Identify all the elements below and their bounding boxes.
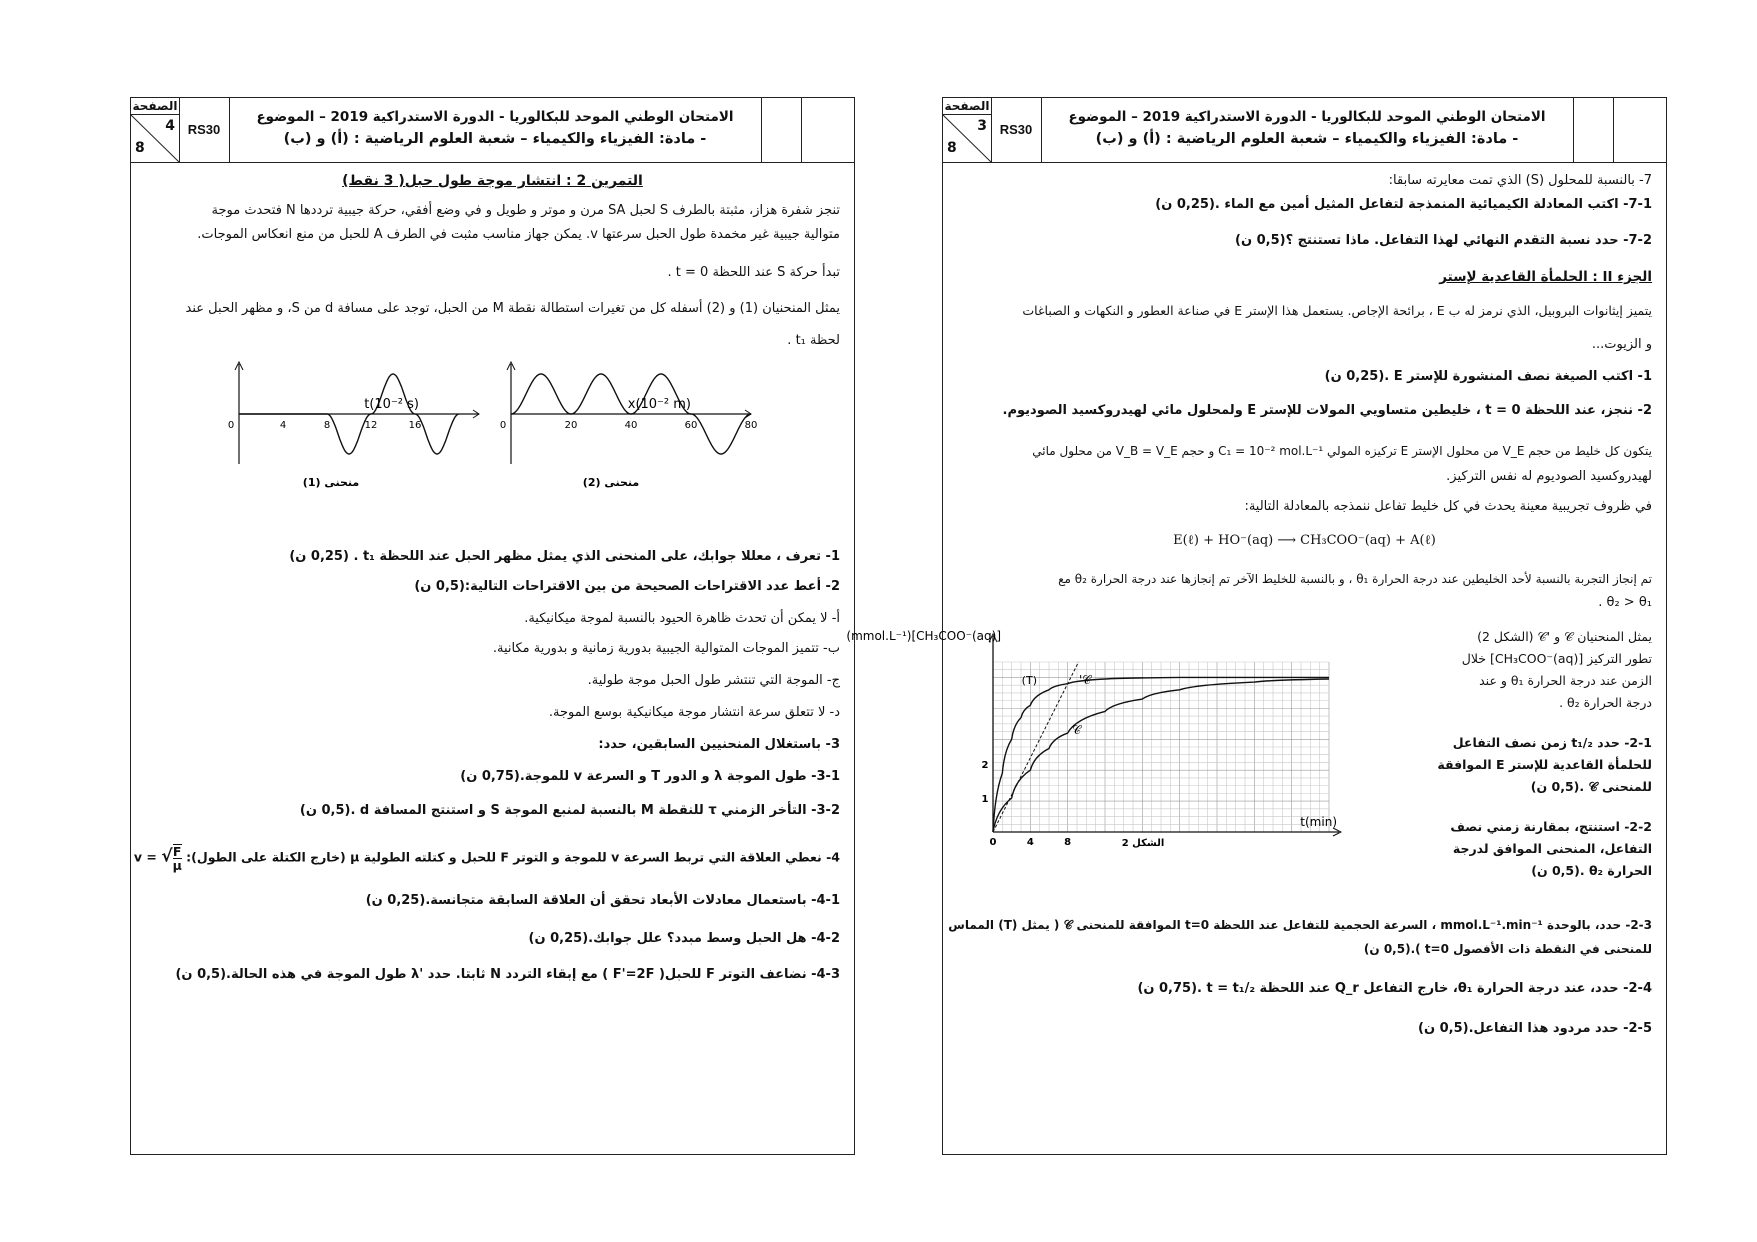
page-number-box (131, 98, 180, 162)
question-2-1-line (1472, 776, 1652, 798)
page-header (131, 98, 854, 163)
question-1-text: 1- تعرف ، معللا جوابك، على المنحنى الذي يمثل مظهر الحبل عند اللحظة t₁ . (353, 549, 840, 564)
velocity-formula: v = √ $\frac{F}{\mu}$ (133, 844, 182, 873)
curves-text-2: لحظة t₁ . (787, 333, 840, 348)
formula-numerator: F (172, 844, 182, 859)
proposition-d: د- لا تتعلق سرعة انتشار موجة ميكانيكية بوسع الموجة. (548, 705, 840, 720)
exam-title (1041, 98, 1574, 162)
question-4-1-mark: (0,25 ن) (365, 893, 426, 908)
page-header (943, 98, 1666, 163)
part-2-intro-1: يتميز إيثانوات البروبيل، الذي نرمز له ب E ، برائحة الإجاص. يستعمل هذا الإستر E في صناعة العطور و النكهات و الصباغات (1022, 303, 1652, 318)
figure-description (1437, 626, 1652, 882)
tick-label: 16 (408, 420, 422, 431)
proposition-a: أ- لا يمكن أن تحدث ظاهرة الحيود بالنسبة لموجة ميكانيكية. (524, 611, 840, 626)
question-1-mark: (0,25 ن) (1324, 369, 1385, 384)
tick-label: 4 (279, 420, 287, 431)
tick-label: 0 (227, 420, 235, 431)
question-2-1-line: للحلمأة القاعدية للإستر E الموافقة (1437, 757, 1652, 772)
tick-label: 8 (323, 420, 331, 431)
tick-label: 80 (744, 420, 758, 431)
current-page-number: 4 (165, 118, 175, 134)
reaction-equation: E(ℓ) + HO⁻(aq) ⟶ CH₃COO⁻(aq) + A(ℓ) (1173, 533, 1436, 548)
exercise-title: التمرين 2 : انتشار موجة طول حبل( 3 نقط) (342, 173, 643, 189)
curve-2-graph (500, 362, 758, 489)
curves-text-1: يمثل المنحنيان (1) و (2) أسفله كل من تغيرات استطالة نقطة M من الحبل، توجد على مسافة d من S، و مظهر الحبل عند (185, 301, 840, 316)
experiment-text-1: تم إنجاز التجربة بالنسبة لأحد الخليطين عند درجة الحرارة θ₁ ، و بالنسبة للخليط الآخر تم إنجازها عند درجة الحرارة θ₂ مع (1058, 572, 1652, 586)
x-axis-label: t(min) (1300, 815, 1337, 829)
figure-desc-line: تطور التركيز [CH₃COO⁻(aq)] خلال (1461, 651, 1652, 666)
x-tick-label: 8 (1064, 837, 1072, 848)
question-4-3-mark: (0,5 ن) (175, 967, 227, 982)
exam-title-line2: - مادة: الفيزياء والكيمياء – شعبة العلوم الرياضية : (أ) و (ب) (283, 131, 707, 147)
question-2-2-mark: (0,5 ن) (1531, 863, 1580, 878)
exam-title (229, 98, 762, 162)
axis-label: t(10⁻² s) (364, 397, 419, 412)
curve-c-label: 𝒞 (1072, 723, 1081, 737)
proposition-c: ج- الموجة التي تنتشر طول الحبل موجة طولية. (587, 673, 840, 688)
question-7-1-text: 7-1- اكتب المعادلة الكيميائية المنمذجة لتفاعل المثيل أمين مع الماء . (1214, 197, 1652, 212)
exam-page-4 (130, 97, 855, 1155)
formula-v: v = (133, 849, 157, 865)
question-2-1-line: 2-1- حدد t₁/₂ زمن نصف التفاعل (1452, 735, 1652, 750)
question-2-1-end: للمنحنى 𝒞 . (1579, 779, 1652, 794)
question-2-3-mark: (0,5 ن) (1363, 942, 1411, 956)
exam-code: RS30 (991, 98, 1042, 162)
graph-caption: منحنى (1) (302, 476, 360, 489)
question-2-4-mark: (0,75 ن) (1137, 981, 1198, 996)
question-2-1-mark: (0,5 ن) (1530, 779, 1580, 794)
total-pages: 8 (135, 140, 145, 156)
page-label: الصفحة (944, 99, 990, 113)
proposition-b: ب- تتميز الموجات المتوالية الجيبية بدورية زمانية و بدورية مكانية. (492, 641, 840, 656)
question-3-2-text: 3-2- التأخر الزمني τ للنقطة M بالنسبة لمنبع الموجة S و استنتج المسافة d . (350, 803, 840, 818)
question-2-mark: (0,5 ن) (414, 579, 465, 594)
question-2-4 (957, 978, 1652, 1000)
y-tick-label: 1 (981, 794, 989, 805)
y-tick-label: 2 (981, 760, 989, 771)
x-tick-label: 4 (1026, 837, 1034, 848)
axis-label: x(10⁻² m) (627, 397, 691, 412)
figure-desc-line: الزمن عند درجة الحرارة θ₁ و عند (1479, 673, 1652, 688)
question-2-3-text: للمنحنى في النقطة ذات الأفصول t=0 ). (1410, 942, 1652, 956)
question-1 (957, 366, 1652, 388)
figure-caption: الشكل 2 (1121, 838, 1165, 849)
tick-label: 0 (499, 420, 507, 431)
intro-line-1: تنجز شفرة هزاز، مثبتة بالطرف S لحبل SA مرن و موتر و طويل و في وضع أفقي، حركة جيبية ترددها N فتحدث موجة (211, 203, 840, 218)
question-2-5-text: 2-5- حدد مردود هذا التفاعل. (1468, 1021, 1652, 1036)
intro-line-2: متوالية جيبية غير مخمدة طول الحبل سرعتها v. يمكن جهاز مناسب مثبت في الطرف A للحبل من منع انعكاس الموجات. (197, 227, 840, 242)
figure-desc-line: درجة الحرارة θ₂ . (1559, 695, 1652, 710)
question-7: 7- بالنسبة للمحلول (S) الذي تمت معايرته سابقا: (1388, 173, 1652, 188)
part-2-intro-2: و الزيوت... (1591, 337, 1652, 352)
question-2 (145, 576, 840, 598)
total-pages: 8 (947, 140, 957, 156)
question-2-5-mark: (0,5 ن) (1418, 1021, 1469, 1036)
question-4-2-text: 4-2- هل الحبل وسط مبدد؟ علل جوابك. (588, 931, 840, 946)
tick-label: 40 (624, 420, 638, 431)
question-2-3-cont (957, 938, 1652, 960)
graph-caption: منحنى (2) (582, 476, 640, 489)
blank-box (1613, 98, 1666, 162)
question-4-1 (145, 890, 840, 912)
tangent-label: (T) (1021, 674, 1037, 687)
question-7-2 (957, 230, 1652, 252)
curve-1-graph (228, 362, 479, 489)
experiment-text-2: θ₂ > θ₁ . (1598, 595, 1652, 610)
question-3-2 (145, 800, 840, 822)
page-number-box (943, 98, 992, 162)
formula-denominator: μ (172, 858, 182, 873)
exam-code: RS30 (179, 98, 230, 162)
figure-2-chart (846, 620, 1377, 870)
question-2-2-end: الحرارة θ₂ . (1579, 863, 1652, 878)
question-2-5 (957, 1018, 1652, 1040)
exam-page-3 (846, 97, 1667, 1155)
logo-box (1573, 98, 1614, 162)
question-2-2-line (1472, 860, 1652, 882)
y-axis-label: [CH₃COO⁻(aq)](mmol.L⁻¹) (846, 629, 1001, 643)
question-2-2-line: التفاعل، المنحنى الموافق لدرجة (1452, 841, 1652, 856)
logo-box (761, 98, 802, 162)
mixture-text-1: يتكون كل خليط من حجم V_E من محلول الإستر E تركيزه المولي C₁ = 10⁻² mol.L⁻¹ و حجم V_B = V_E من محلول مائي (1032, 444, 1652, 458)
question-3: 3- باستغلال المنحنيين السابقين، حدد: (598, 737, 840, 752)
question-4-text: 4- نعطي العلاقة التي تربط السرعة v للموجة و التوتر F للحبل و كتلته الطولية μ (خارج الكتلة على الطول): (186, 849, 840, 865)
figure-desc-line: يمثل المنحنيان 𝒞 و '𝒞 (الشكل 2) (1477, 629, 1652, 644)
mixture-text-2: لهيدروكسيد الصوديوم له نفس التركيز. (1446, 469, 1652, 484)
question-7-2-text: 7-2- حدد نسبة التقدم النهائي لهذا التفاعل. ماذا تستنتج ؟ (1285, 233, 1652, 248)
question-4-1-text: 4-1- باستعمال معادلات الأبعاد تحقق أن العلاقة السابقة متجانسة. (425, 893, 840, 908)
question-2-4-text: 2-4- حدد، عند درجة الحرارة θ₁، خارج التفاعل Q_r عند اللحظة t = t₁/₂ . (1197, 981, 1652, 996)
question-1-mark: (0,25 ن) (289, 549, 349, 564)
page-label: الصفحة (132, 99, 178, 113)
start-condition: تبدأ حركة S عند اللحظة t = 0 . (667, 265, 840, 280)
current-page-number: 3 (977, 118, 987, 134)
tick-label: 60 (684, 420, 698, 431)
exam-title-line1: الامتحان الوطني الموحد للبكالوريا - الدورة الاستدراكية 2019 – الموضوع (256, 109, 734, 125)
question-3-1-text: 3-1- طول الموجة λ و الدور T و السرعة v للموجة. (519, 769, 840, 784)
part-2-title: الجزء II : الحلمأة القاعدية لإستر (1439, 269, 1652, 285)
question-2-text: 2- أعط عدد الاقتراحات الصحيحة من بين الاقتراحات التالية: (464, 579, 840, 594)
question-4 (133, 844, 840, 873)
question-4-2-mark: (0,25 ن) (528, 931, 589, 946)
condition-text: في ظروف تجريبية معينة يحدث في كل خليط تفاعل ننمذجه بالمعادلة التالية: (1244, 499, 1652, 514)
blank-box (801, 98, 854, 162)
tick-label: 12 (364, 420, 378, 431)
question-4-3 (145, 964, 840, 986)
question-7-2-mark: (0,5 ن) (1235, 233, 1286, 248)
question-3-1-mark: (0,75 ن) (460, 769, 520, 784)
question-3-2-mark: (0,5 ن) (299, 803, 351, 818)
question-2-3: 2-3- حدد، بالوحدة mmol.L⁻¹.min⁻¹ ، السرعة الحجمية للتفاعل عند اللحظة t=0 الموافقة للمنحنى 𝒞 ( يمثل (T) المماس (948, 918, 1652, 932)
wave-graphs (131, 362, 831, 489)
question-4-2 (145, 928, 840, 950)
question-4-3-text: 4-3- نضاعف التوتر F للحبل( F'=2F ) مع إبقاء التردد N ثابتا. حدد 'λ طول الموجة في هذه الحالة. (226, 967, 840, 982)
question-3-1 (145, 766, 840, 788)
question-2: 2- ننجز، عند اللحظة t = 0 ، خليطين متساويي المولات للإستر E ولمحلول مائي لهيدروكسيد الصوديوم. (1002, 403, 1652, 418)
exam-title-line1: الامتحان الوطني الموحد للبكالوريا - الدورة الاستدراكية 2019 – الموضوع (1068, 109, 1546, 125)
question-1 (145, 546, 840, 568)
question-7-1 (957, 194, 1652, 216)
x-tick-label: 0 (989, 837, 997, 848)
question-7-1-mark: (0,25 ن) (1155, 197, 1215, 212)
tick-label: 20 (564, 420, 578, 431)
exam-title-line2: - مادة: الفيزياء والكيمياء – شعبة العلوم الرياضية : (أ) و (ب) (1095, 131, 1519, 147)
curve-c-prime-label: 𝒞' (1078, 673, 1091, 687)
question-1-text: 1- اكتب الصيغة نصف المنشورة للإستر E . (1384, 369, 1652, 384)
question-2-2-line: 2-2- استنتج، بمقارنة زمني نصف (1450, 819, 1652, 834)
